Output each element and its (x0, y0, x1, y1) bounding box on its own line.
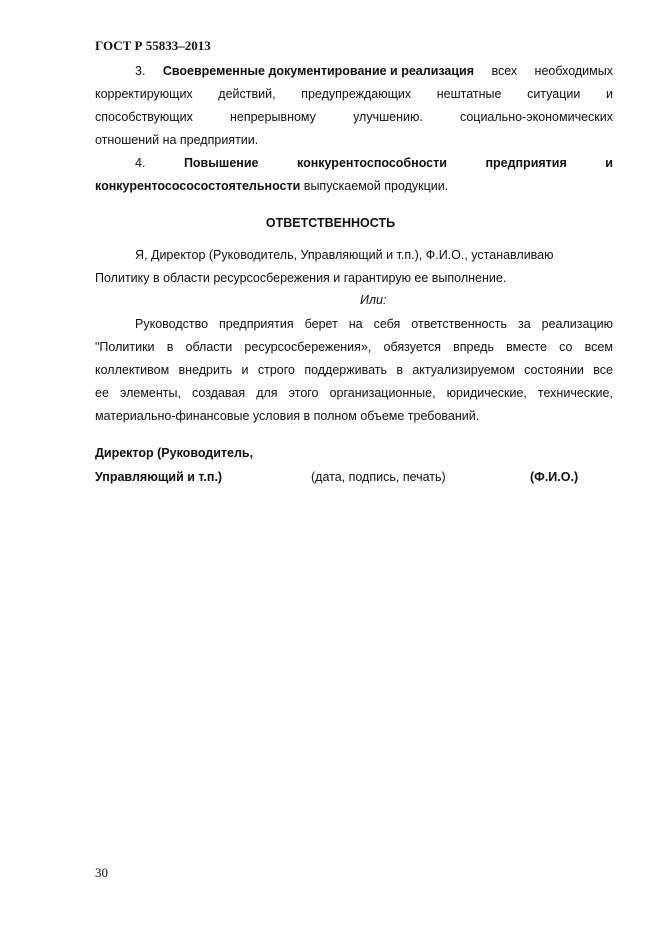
para2-line2 (95, 339, 613, 355)
word: социально-экономических (459, 110, 613, 124)
item3-line2 (95, 86, 613, 102)
item3-line4: отношений на предприятии. (95, 133, 259, 147)
word: актуализируемом (412, 363, 515, 377)
para1-line1: Я, Директор (Руководитель, Управляющий и т.п.), Ф.И.О., устанавливаю (135, 248, 554, 262)
bold-word: и (605, 156, 613, 170)
word: на (348, 317, 363, 331)
word: ее (95, 386, 109, 400)
item4-number: 4. (135, 156, 146, 170)
word: все (593, 363, 613, 377)
para2-line1 (135, 316, 613, 332)
bold-word: предприятия (485, 156, 567, 170)
word: "Политики (95, 340, 155, 354)
word: строго (257, 363, 295, 377)
item4-bold-text: конкурентосососостоятельности (95, 179, 301, 193)
word: способствующих (95, 110, 193, 124)
or-label: Или: (360, 293, 387, 307)
word: со (559, 340, 573, 354)
para2-line4 (95, 385, 613, 401)
word: необходимых (534, 64, 613, 78)
word: берет (304, 317, 338, 331)
document-header: ГОСТ Р 55833–2013 (95, 38, 211, 53)
word: элементы, (119, 386, 181, 400)
word: нештатные (436, 87, 502, 101)
word: для (256, 386, 278, 400)
word: Руководство (135, 317, 209, 331)
para2-line5: материально-финансовые условия в полном объеме требований. (95, 409, 480, 423)
word: ресурсосбережения», (244, 340, 372, 354)
word: создавая (192, 386, 246, 400)
signature-date-sign-stamp: (дата, подпись, печать) (311, 470, 446, 484)
item4-line2 (95, 178, 613, 194)
word: внедрить (178, 363, 233, 377)
item4-line1 (135, 155, 613, 171)
bold-word: конкурентоспособности (296, 156, 447, 170)
word: области (185, 340, 233, 354)
word: ситуации (527, 87, 581, 101)
word: обязуется (383, 340, 441, 354)
word: реализацию (541, 317, 613, 331)
word: этого (288, 386, 319, 400)
word: коллективом (95, 363, 170, 377)
para2-line3 (95, 362, 613, 378)
signature-title-line2: Управляющий и т.п.) (95, 470, 223, 484)
word: в (166, 340, 174, 354)
signature-title-line1: Директор (Руководитель, (95, 446, 254, 460)
page-number: 30 (95, 865, 108, 880)
item3-line3 (95, 109, 613, 125)
word: корректирующих (95, 87, 193, 101)
word: улучшению. (353, 110, 423, 124)
word: действий, (218, 87, 276, 101)
bold-word: Повышение (183, 156, 259, 170)
word: организационные, (329, 386, 436, 400)
word: поддерживать (304, 363, 388, 377)
word: юридические, (446, 386, 527, 400)
word: предупреждающих (301, 87, 412, 101)
item3-number: 3. (135, 64, 146, 78)
word: впредь (453, 340, 494, 354)
word: вместе (506, 340, 547, 354)
word: состоянии (524, 363, 584, 377)
para1-line2: Политику в области ресурсосбережения и гарантирую ее выполнение. (95, 271, 507, 285)
word: в (396, 363, 403, 377)
word: ответственность (411, 317, 507, 331)
word: себя (373, 317, 401, 331)
word: непрерывному (229, 110, 316, 124)
item3-bold-text: Своевременные документирование и реализация (162, 64, 475, 78)
section-title: ОТВЕТСТВЕННОСТЬ (265, 216, 396, 230)
word: за (517, 317, 531, 331)
item4-rest-text: выпускаемой продукции. (303, 179, 449, 193)
word: и (241, 363, 249, 377)
word: предприятия (219, 317, 294, 331)
word: всех (491, 64, 518, 78)
word: и (605, 87, 613, 101)
item3-line1 (135, 63, 613, 79)
word: всем (584, 340, 613, 354)
signature-fio: (Ф.И.О.) (530, 470, 579, 484)
word: технические, (537, 386, 613, 400)
